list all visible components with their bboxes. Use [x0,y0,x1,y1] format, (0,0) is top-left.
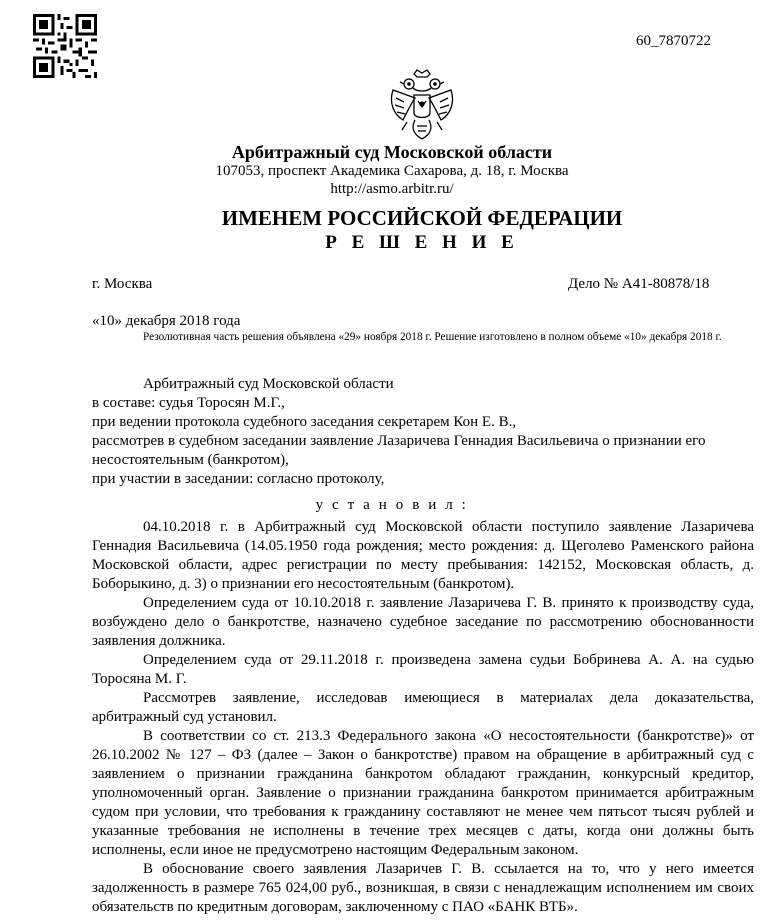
body-paragraph: 04.10.2018 г. в Арбитражный суд Московской области поступило заявление Лазаричева Геннадия Васильевича (14.05.1950 года рождения; место рождения: д. Щеголево Раменского района Московской области, адрес регистрации по месту пребывания: 142152, Московская область, д. Боборыкино, д. 3) о признании его несостоятельным (банкротом). [92,519,754,592]
intro-line: при участии в заседании: согласно протоколу, [92,471,385,487]
intro-line: при ведении протокола судебного заседания секретарем Кон Е. В., [92,414,517,430]
decision-date: «10» декабря 2018 года [92,313,241,329]
body-paragraph: Определением суда от 10.10.2018 г. заявление Лазаричева Г. В. принято к производству суда, возбуждено дело о банкротстве, назначено судебное заседание по рассмотрению обоснованности заявления должника. [92,595,754,649]
body-paragraph: В соответствии со ст. 213.3 Федерального закона «О несостоятельности (банкротстве)» от 26.10.2002 № 127 – ФЗ (далее – Закон о банкротстве) правом на обращение в арбитражный суд с заявлением о признании гражданина банкротом обладают гражданин, конкурсный кредитор, уполномоченный орган. Заявление о признании гражданина банкротом принимается арбитражным судом при условии, что требования к гражданину составляют не менее чем пятьсот тысяч рублей и указанные требования не исполнены в течение трех месяцев с даты, когда они должны быть исполнены, если иное не предусмотрено настоящим Федеральным законом. [92,728,754,858]
body-paragraph: В обоснование своего заявления Лазаричев Г. В. ссылается на то, что у него имеется задолженность в размере 765 024,00 руб., возникшая, в связи с ненадлежащим исполнением им своих обязательств по кредитным договорам, заключенному с ПАО «БАНК ВТБ». [92,861,754,915]
intro-line: рассмотрев в судебном заседании заявление Лазаричева Геннадия Васильевича о признании его [92,433,706,449]
case-number: Дело № А41-80878/18 [568,276,710,292]
decision-body [92,518,754,917]
intro-line: несостоятельным (банкротом), [92,452,289,468]
qr-code [33,14,97,78]
eagle-emblem-icon [387,68,457,142]
intro-line: Арбитражный суд Московской области [143,376,394,392]
intro-block [92,375,762,489]
court-address: 107053, проспект Академика Сахарова, д. 18, г. Москва [215,163,569,179]
document-number: 60_7870722 [636,33,711,49]
body-paragraph: Определением суда от 29.11.2018 г. произведена замена судьи Бобринева А. А. на судью Торосяна М. Г. [92,652,754,687]
city-label: г. Москва [92,276,153,292]
decision-heading: Р Е Ш Е Н И Е [325,232,519,253]
in-name-of-heading: ИМЕНЕМ РОССИЙСКОЙ ФЕДЕРАЦИИ [221,206,623,230]
court-website: http://asmo.arbitr.ru/ [330,181,454,197]
court-name: Арбитражный суд Московской области [231,142,553,162]
established-heading: у с т а н о в и л : [315,497,469,513]
resolution-note: Резолютивная часть решения объявлена «29» ноября 2018 г. Решение изготовлено в полном объеме «10» декабря 2018 г. [143,331,722,343]
intro-line: в составе: судья Торосян М.Г., [92,395,285,411]
body-paragraph: Рассмотрев заявление, исследовав имеющиеся в материалах дела доказательства, арбитражный суд установил. [92,690,754,725]
